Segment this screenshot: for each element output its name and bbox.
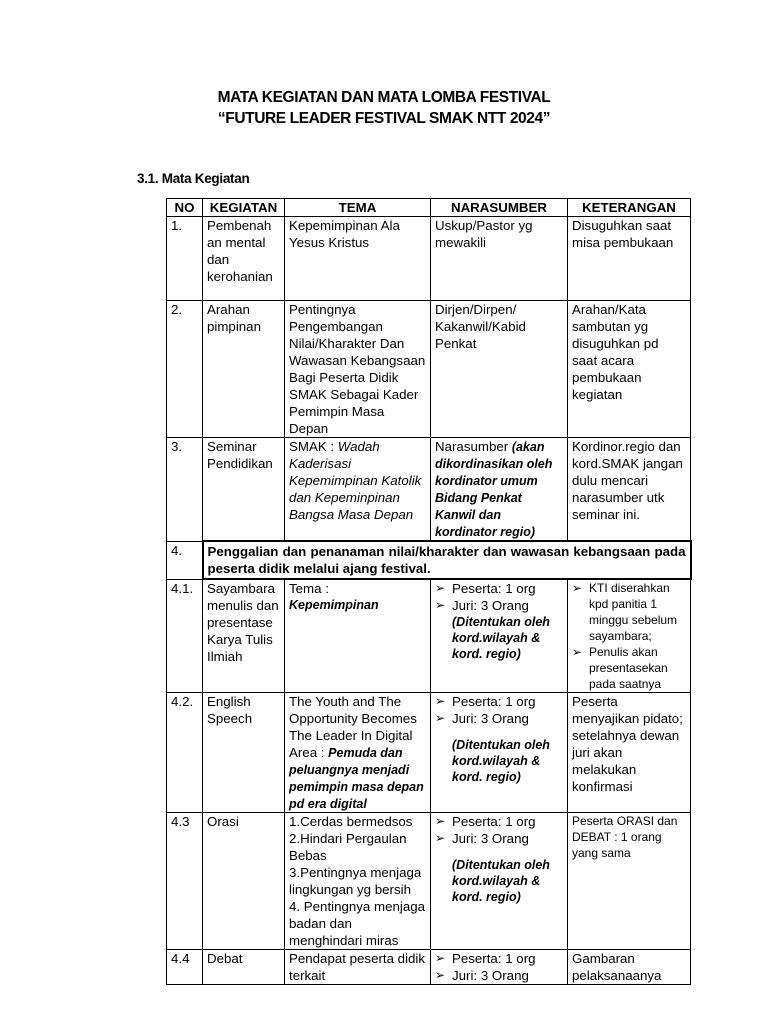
cell-tema: Pentingnya Pengembangan Nilai/Kharakter Dan Wawasan Kebangsaan Bagi Peserta Didik SMAK Sebagai Kader Pemimpin Masa Depan: [285, 301, 431, 438]
cell-narasumber: [431, 950, 568, 985]
header-narasumber: NARASUMBER: [431, 199, 568, 217]
tema-bold: Pemuda dan peluangnya menjadi pemimpin masa depan pd era digital: [289, 746, 424, 811]
cell-kegiatan: Seminar Pendidikan: [203, 438, 285, 542]
tema-item: 4. Pentingnya menjaga badan dan menghindari miras: [289, 899, 426, 948]
list-item: ➢ Juri: 3 Orang: [435, 597, 563, 614]
tema-bold: Kepemimpinan: [289, 598, 379, 612]
header-keterangan: KETERANGAN: [568, 199, 691, 217]
header-kegiatan: KEGIATAN: [203, 199, 285, 217]
cell-keterangan: Disuguhkan saat misa pembukaan: [568, 217, 691, 301]
narasumber-note: (akan dikordinasikan oleh kordinator umum Bidang Penkat Kanwil dan kordinator regio): [435, 440, 553, 539]
cell-no: 4.2.: [167, 693, 203, 813]
cell-narasumber: [431, 579, 568, 693]
document-title-line1: MATA KEGIATAN DAN MATA LOMBA FESTIVAL: [217, 89, 551, 106]
table-row: [167, 579, 691, 693]
cell-tema: Kepemimpinan Ala Yesus Kristus: [285, 217, 431, 301]
table-row: [167, 950, 691, 985]
cell-keterangan: Peserta ORASI dan DEBAT : 1 orang yang sama: [568, 813, 691, 950]
cell-no: 1.: [167, 217, 203, 301]
cell-no: 4.: [167, 541, 203, 579]
ditentukan-note: (Ditentukan oleh kord.wilayah & kord. regio): [452, 615, 550, 661]
list-item: ➢ Penulis akan presentasekan pada saatnya: [572, 644, 686, 692]
cell-tema: [285, 813, 431, 950]
table-row: [167, 693, 691, 813]
cell-tema: [285, 438, 431, 542]
cell-no: 4.4: [167, 950, 203, 985]
cell-keterangan: Peserta menyajikan pidato; setelahnya dewan juri akan melakukan konfirmasi: [568, 693, 691, 813]
tema-item: 1.Cerdas bermedsos: [289, 814, 413, 829]
cell-kegiatan: Orasi: [203, 813, 285, 950]
cell-narasumber: [431, 693, 568, 813]
list-item: ➢ Juri: 3 Orang: [435, 967, 563, 984]
tema-item: 2.Hindari Pergaulan Bebas: [289, 831, 407, 863]
cell-kegiatan: Debat: [203, 950, 285, 985]
table-row: [167, 541, 691, 579]
cell-kegiatan: Sayambara menulis dan presentase Karya Tulis Ilmiah: [203, 579, 285, 693]
list-item: ➢ Juri: 3 Orang: [435, 830, 563, 847]
tema-prefix: SMAK :: [289, 439, 338, 454]
document-title-line2: “FUTURE LEADER FESTIVAL SMAK NTT 2024”: [217, 110, 551, 127]
list-item: ➢ Peserta: 1 org: [435, 813, 563, 830]
cell-no: 4.3: [167, 813, 203, 950]
cell-keterangan: Gambaran pelaksanaanya: [568, 950, 691, 985]
table-header-row: [167, 199, 691, 217]
section-heading: 3.1. Mata Kegiatan: [137, 171, 250, 186]
ditentukan-note: (Ditentukan oleh kord.wilayah & kord. regio): [452, 858, 550, 904]
list-item: ➢ Peserta: 1 org: [435, 580, 563, 597]
cell-no: 4.1.: [167, 579, 203, 693]
header-no: NO: [167, 199, 203, 217]
ditentukan-note: (Ditentukan oleh kord.wilayah & kord. regio): [452, 738, 550, 784]
cell-narasumber: [431, 813, 568, 950]
cell-banner: [203, 541, 691, 579]
cell-kegiatan: Arahan pimpinan: [203, 301, 285, 438]
header-tema: TEMA: [285, 199, 431, 217]
cell-no: 2.: [167, 301, 203, 438]
list-item: ➢ KTI diserahkan kpd panitia 1 minggu sebelum sayambara;: [572, 580, 686, 644]
cell-tema: [285, 693, 431, 813]
tema-plain: The Youth and The Opportunity Becomes The Leader In Digital Area :: [289, 694, 417, 760]
table-row: [167, 301, 691, 438]
table-row: [167, 217, 691, 301]
cell-narasumber: Dirjen/Dirpen/ Kakanwil/Kabid Penkat: [431, 301, 568, 438]
table-row: [167, 438, 691, 542]
activities-table: [166, 198, 692, 985]
list-item: ➢ Juri: 3 Orang: [435, 710, 563, 727]
cell-keterangan: Kordinor.regio dan kord.SMAK jangan dulu mencari narasumber utk seminar ini.: [568, 438, 691, 542]
cell-tema: [285, 579, 431, 693]
banner-text: Penggalian dan penanaman nilai/kharakter dan wawasan kebangsaan pada peserta didik melalui ajang festival.: [207, 544, 686, 576]
cell-keterangan: Arahan/Kata sambutan yg disuguhkan pd saat acara pembukaan kegiatan: [568, 301, 691, 438]
tema-label: Tema :: [289, 581, 329, 596]
list-item: ➢ Peserta: 1 org: [435, 693, 563, 710]
narasumber-prefix: Narasumber: [435, 439, 512, 454]
cell-tema: Pendapat peserta didik terkait: [285, 950, 431, 985]
cell-kegiatan: English Speech: [203, 693, 285, 813]
cell-keterangan: [568, 579, 691, 693]
cell-narasumber: Uskup/Pastor yg mewakili: [431, 217, 568, 301]
tema-item: 3.Pentingnya menjaga lingkungan yg bersih: [289, 865, 422, 897]
list-item: ➢ Peserta: 1 org: [435, 950, 563, 967]
cell-kegiatan: Pembenah an mental dan kerohanian: [203, 217, 285, 301]
cell-no: 3.: [167, 438, 203, 542]
cell-narasumber: [431, 438, 568, 542]
table-row: [167, 813, 691, 950]
tema-italic: Wadah Kaderisasi Kepemimpinan Katolik dan Kepeminpinan Bangsa Masa Depan: [289, 439, 422, 522]
